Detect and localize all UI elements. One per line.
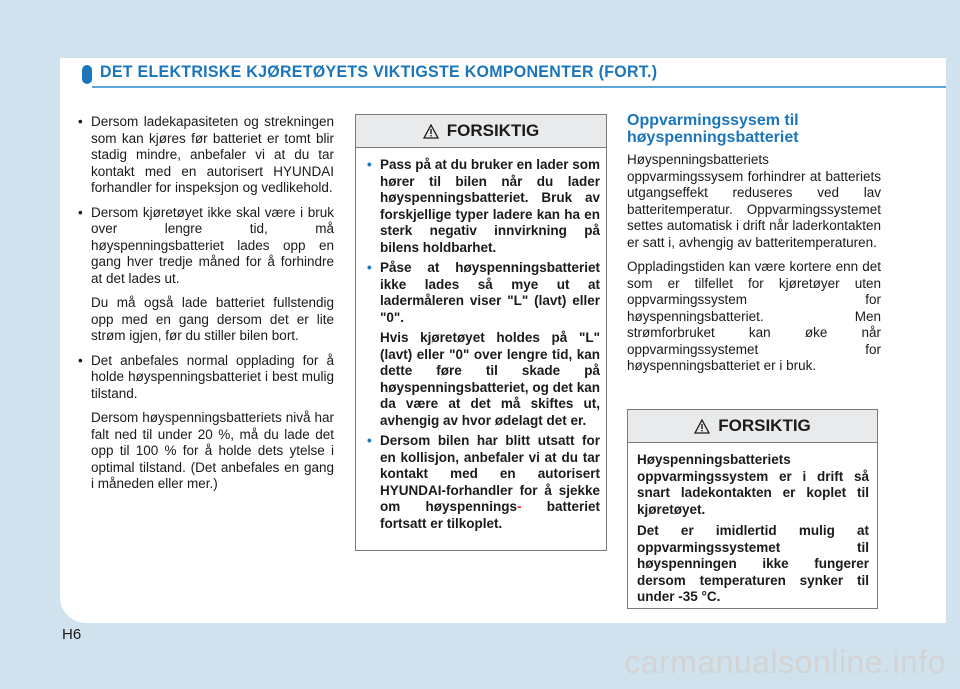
charging-time-paragraph: Oppladingstiden kan være kortere enn det som er tilfellet for kjøretøyer uten oppvarmingssystem for høyspenningsbatteriet. Men strømforbruket kan øke når oppvarmingssystemet for høyspenningsbatteriet er i bruk. <box>627 259 881 373</box>
caution-header <box>356 115 606 148</box>
section-title: DET ELEKTRISKE KJØRETØYETS VIKTIGSTE KOMPONENTER (FORT.) <box>100 62 658 81</box>
caution-header <box>628 410 877 443</box>
caution-collision-text-end: batteriet fortsatt er tilkoplet. <box>380 499 600 531</box>
hyphen-mark: - <box>517 499 522 514</box>
caution-item-discharge-continued: Hvis kjøretøyet holdes på "L" (lavt) eller "0" over lengre tid, kan dette føre til skade på høyspenningsbatteriet, og det kan da være at det må skiftes ut, avhengig av hvor ødelagt det er. <box>380 330 600 428</box>
bullet-charging-capacity: • Dersom ladekapasiteten og strekningen som kan kjøres før batteriet er tomt blir stadig mindre, anbefaler vi at du tar kontakt med en autorisert HYUNDAI forhandler for inspeksjon og vedlikehold. <box>78 114 334 197</box>
bullet-normal-charging: • Det anbefales normal opplading for å holde høyspenningsbatteriet i best mulig tilstand. <box>78 353 334 403</box>
watermark: carmanualsonline.info <box>624 644 946 680</box>
caution-title: FORSIKTIG <box>718 416 811 435</box>
caution-title: FORSIKTIG <box>446 121 540 140</box>
warning-triangle-icon <box>423 124 439 139</box>
caution-heating-temperature: Det er imidlertid mulig at oppvarmingssystemet til høyspenningen ikke fungerer dersom temperaturen synker til under -35 °C. <box>637 523 869 604</box>
heating-system-paragraph: Høyspenningsbatteriets oppvarmingssysem forhindrer at batteriets utgangseffekt reduseres ved lav batteritemperatur. Oppvarmingssystemet settes automatisk i drift når laderkontakten er satt i, avhengig av batteritemperaturen. <box>627 152 881 250</box>
caution-item-discharge: • Påse at høyspenningsbatteriet ikke lades så mye ut at ladermåleren viser "L" (lavt) eller "0". <box>367 260 600 326</box>
caution-item-charger: • Pass på at du bruker en lader som hører til bilen når du lader høyspenningsbatteriet. Bruk av forskjellige typer ladere kan ha en sterk negativ innvirkning på bilens holdbarhet. <box>367 157 600 256</box>
page-number: H6 <box>62 626 82 643</box>
caution-collision-text: Dersom bilen har blitt utsatt for en kollisjon, anbefaler vi at du tar kontakt med en autorisert HYUNDAI-forhandler for å sjekke om høyspennings <box>380 433 600 514</box>
bullet-storage-charging: • Dersom kjøretøyet ikke skal være i bruk over lengre tid, må høyspenningsbatteriet lades opp en gang hver tredje måned for å forhindre at det lades ut. <box>78 205 334 288</box>
bullet-normal-continued: Dersom høyspenningsbatteriets nivå har falt ned til under 20 %, må du lade det opp til 100 % for å holde dets ytelse i optimal tilstand. (Det anbefales en gang i måneden eller mer.) <box>91 410 334 491</box>
caution-box-heating <box>627 409 878 609</box>
column-right <box>627 152 881 383</box>
column-left <box>78 114 334 501</box>
warning-triangle-icon <box>694 419 710 434</box>
subsection-title: Oppvarmingssysem til høyspenningsbatteriet <box>627 112 799 146</box>
caution-box-charger <box>355 114 607 551</box>
caution-item-collision <box>367 433 600 532</box>
header-rule <box>92 86 946 88</box>
bullet-storage-continued: Du må også lade batteriet fullstendig opp med en gang dersom det er lite strøm igjen, før du stiller bilen bort. <box>91 295 334 343</box>
header-accent-bar <box>82 65 92 84</box>
caution-heating-active: Høyspenningsbatteriets oppvarmingssystem er i drift så snart ladekontakten er koplet til kjøretøyet. <box>637 452 869 517</box>
